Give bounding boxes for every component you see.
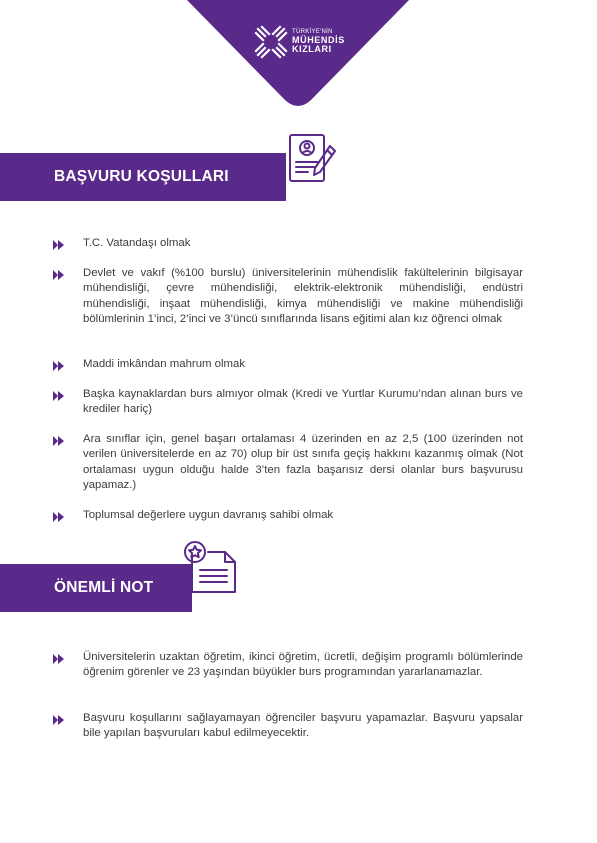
list-item-text: Maddi imkândan mahrum olmak (83, 358, 246, 370)
section-title-onemli-not (0, 564, 192, 612)
list-item-text: T.C. Vatandaşı olmak (83, 237, 191, 249)
double-chevron-bullet-icon (53, 240, 64, 250)
double-chevron-bullet-icon (53, 512, 64, 522)
double-chevron-bullet-icon (53, 715, 64, 725)
list-item-text: Başvuru koşullarını sağlayamayan öğrenciler başvuru yapamazlar. Başvuru yapsalar bile yapılan başvuruları kabul edilmeyecektir. (83, 712, 523, 740)
application-document-icon (286, 132, 338, 186)
double-chevron-bullet-icon (53, 361, 64, 371)
list-item-text: Ara sınıflar için, genel başarı ortalaması 4 üzerinden en az 2,5 (100 üzerinden not verilen üniversitelerde en az 70) olup bir üst sınıfa geçiş hakkını kazanmış olmak (Not ortalaması uygun olduğu halde 3’ten fazla başarısız dersi olanlar burs başvurusu yapamaz.) (83, 433, 523, 492)
double-chevron-bullet-icon (53, 391, 64, 401)
brand-logo (254, 22, 354, 62)
brand-line-2: MÜHENDİS (292, 34, 345, 45)
starred-document-icon (180, 538, 238, 596)
section2-title: ÖNEMLİ NOT (54, 579, 154, 596)
list-item-text: Üniversitelerin uzaktan öğretim, ikinci öğretim, ücretli, değişim programlı bölümlerinde öğrenim görenler ve 23 yaşından büyükler burs programından yararlanamazlar. (83, 651, 523, 679)
double-chevron-bullet-icon (53, 270, 64, 280)
brand-line-1: TÜRKİYE'NİN (292, 29, 333, 36)
section1-title: BAŞVURU KOŞULLARI (54, 168, 229, 185)
brand-line-3: KIZLARI (292, 44, 332, 55)
section-title-basvuru-kosullari (0, 153, 286, 201)
list-item-text: Başka kaynaklardan burs almıyor olmak (Kredi ve Yurtlar Kurumu’ndan alınan burs ve krediler hariç) (83, 388, 523, 416)
logo-mark-icon (254, 25, 288, 59)
double-chevron-bullet-icon (53, 654, 64, 664)
double-chevron-bullet-icon (53, 436, 64, 446)
list-item-text: Toplumsal değerlere uygun davranış sahibi olmak (83, 509, 334, 521)
list-item-text: Devlet ve vakıf (%100 burslu) üniversitelerinin mühendislik fakültelerinin bilgisayar mühendisliği, çevre mühendisliği, elektrik-elektronik mühendisliği, endüstri mühendisliği, inşaat mühendisliği, kimya mühendisliği ve makine mühendisliği bölümlerinin 1’inci, 2’inci ve 3’üncü sınıflarında lisans eğitimi alan kız öğrenci olmak (83, 267, 523, 326)
